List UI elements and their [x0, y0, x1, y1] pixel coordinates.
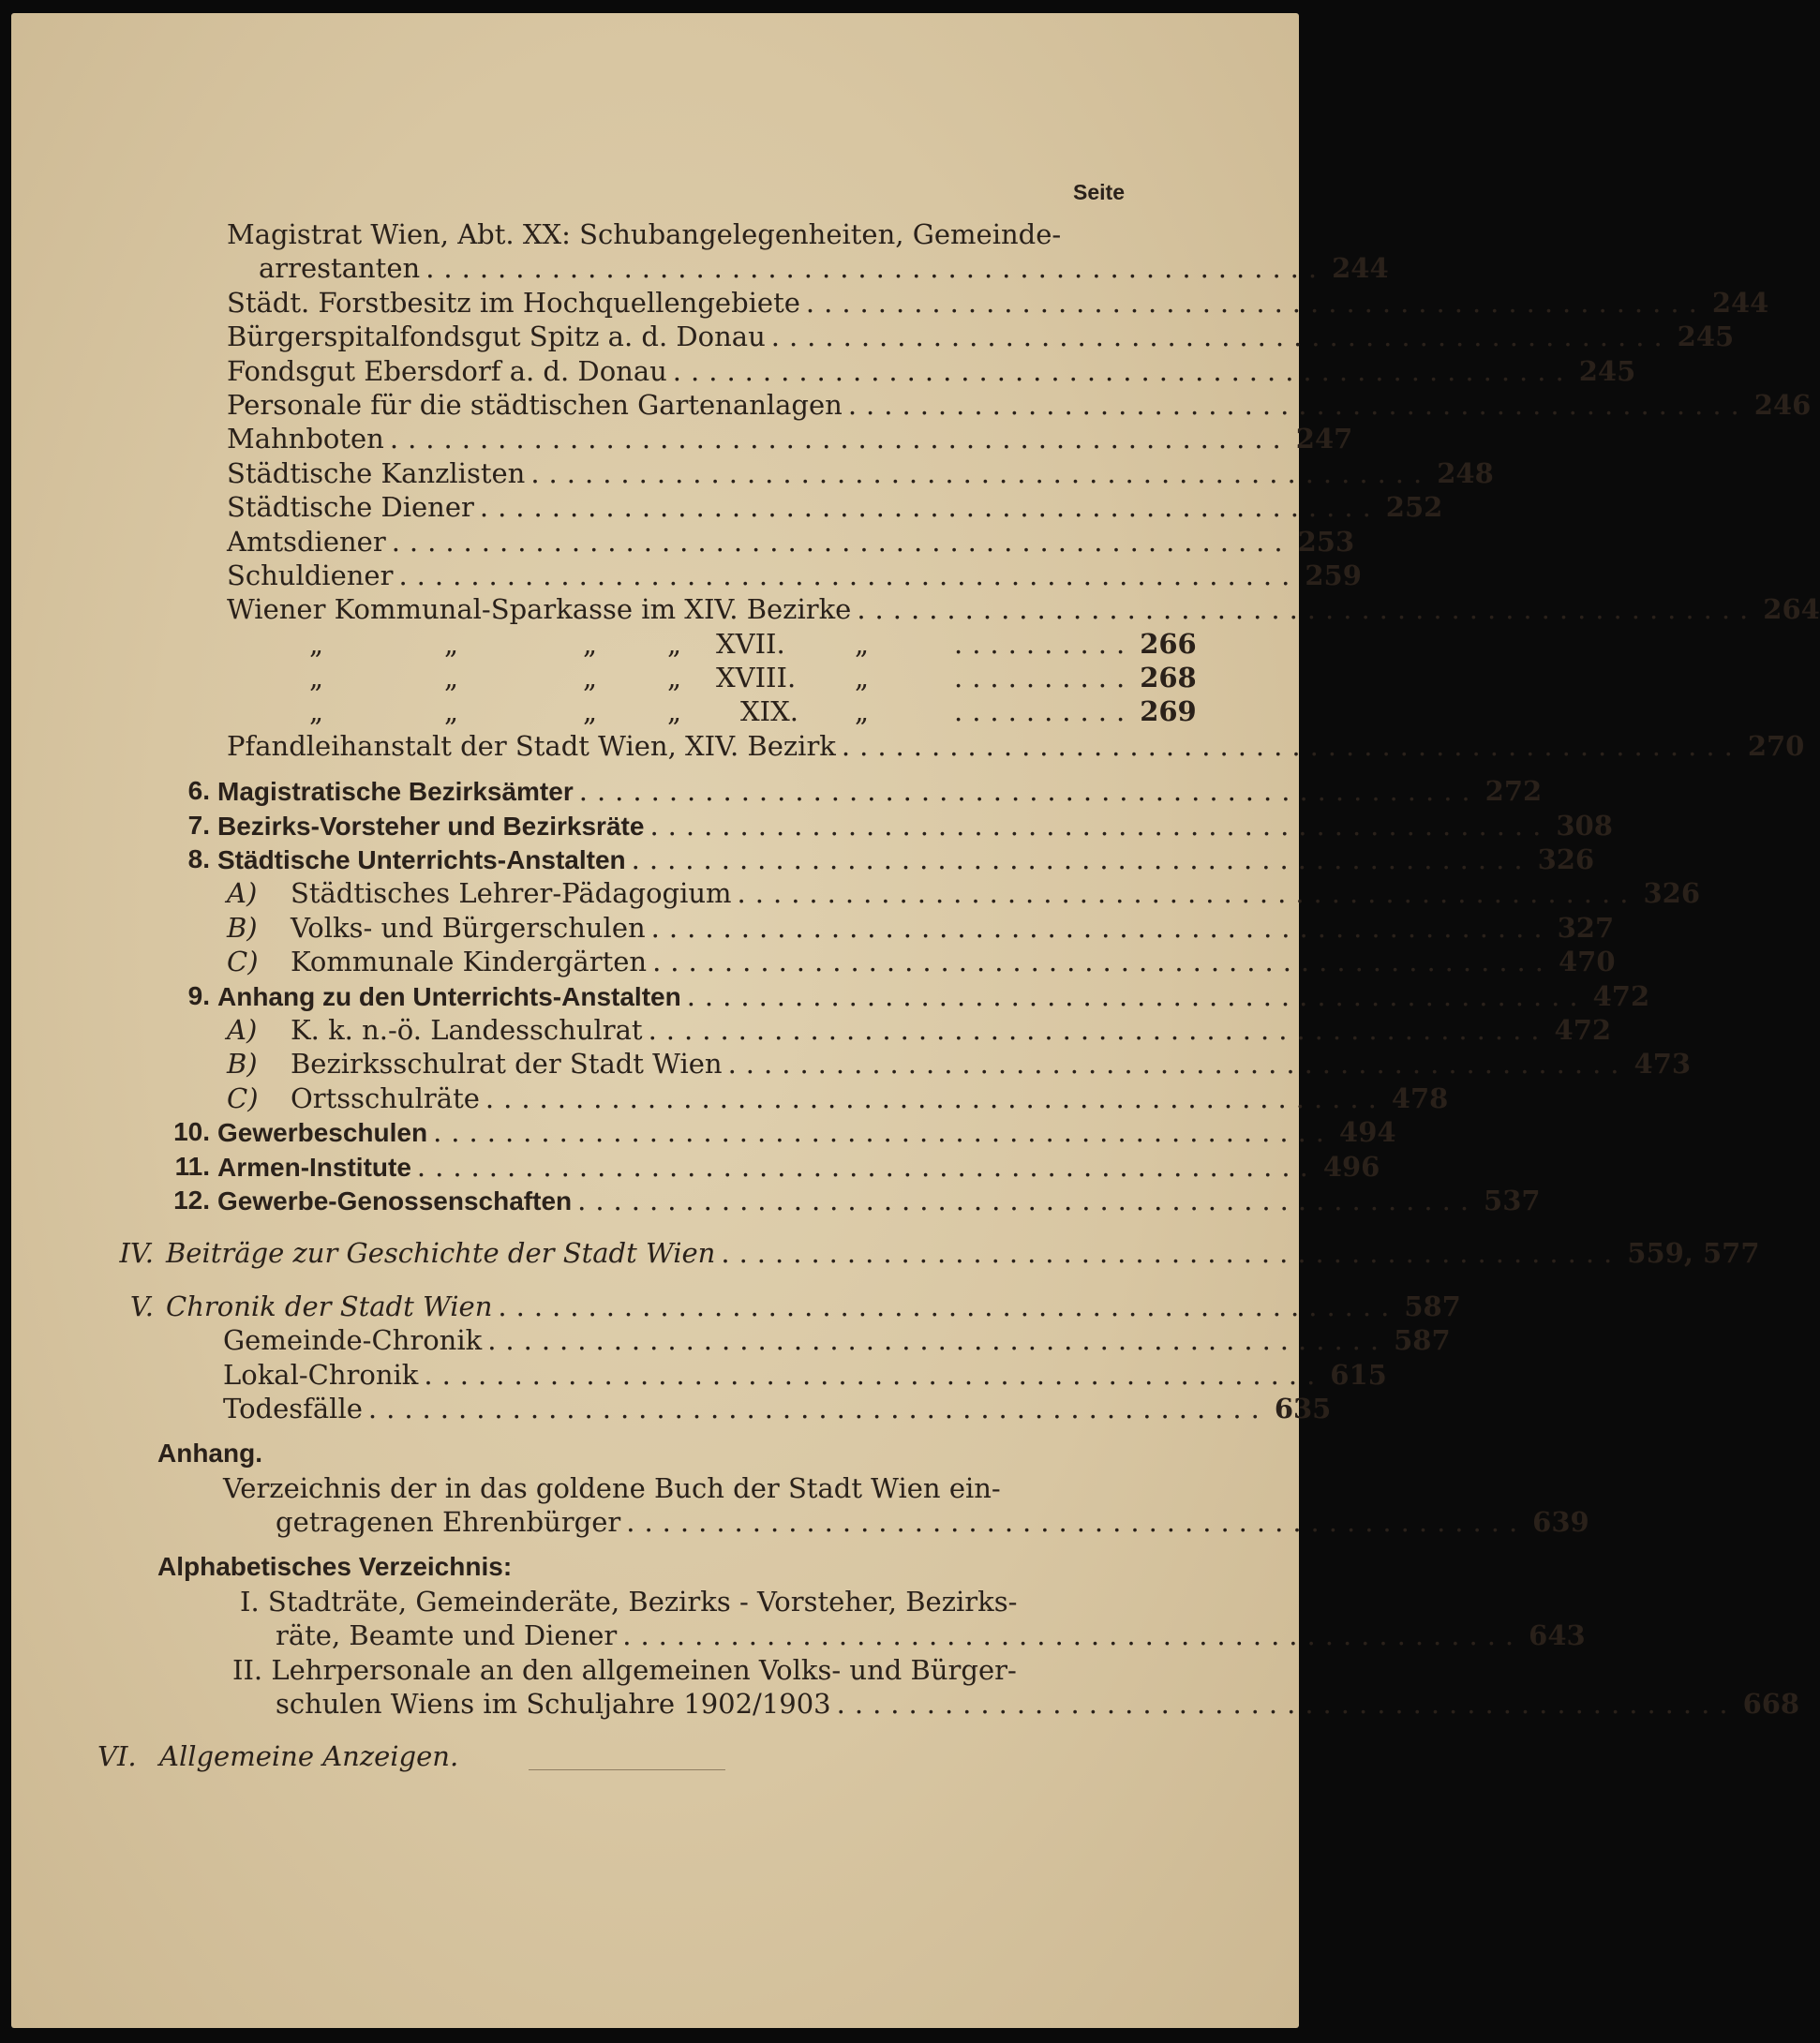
ditto-mark: „ — [444, 695, 459, 728]
toc-entry: Städtische Diener .................................................. 252 — [227, 491, 1443, 524]
subsection-title: Städtisches Lehrer-Pädagogium — [291, 877, 732, 910]
ditto-mark: „ — [855, 627, 870, 660]
toc-page-number: 252 — [1385, 491, 1443, 524]
section-number: 9. — [187, 980, 210, 1010]
part-title: Chronik der Stadt Wien — [166, 1290, 493, 1322]
subsection-title: K. k. n.-ö. Landesschulrat — [291, 1013, 643, 1046]
toc-page-number: 266 — [1140, 627, 1197, 660]
toc-page-number: 268 — [1140, 662, 1197, 694]
toc-entry: Schuldiener .................................................. 259 — [227, 559, 1362, 591]
ditto-mark: „ — [444, 662, 459, 694]
toc-page-number: 327 — [1557, 911, 1615, 944]
toc-page-number: 494 — [1339, 1116, 1396, 1149]
table-of-contents — [11, 217, 1820, 1774]
part-title: Beiträge zur Geschichte der Stadt Wien — [166, 1237, 716, 1270]
section-title: Armen-Institute — [217, 1152, 411, 1182]
ditto-mark: „ — [583, 695, 598, 728]
toc-entry-text: Todesfälle — [223, 1392, 363, 1424]
ditto-mark: „ — [309, 627, 324, 660]
toc-page-number: 247 — [1295, 423, 1353, 455]
toc-entry-text: II. Lehrpersonale an den allgemeinen Volks- und Bürger- — [232, 1653, 1017, 1686]
ditto-mark: „ — [855, 662, 870, 694]
toc-page-number: 244 — [1711, 286, 1769, 319]
toc-subsection: B) Bezirksschulrat der Stadt Wien .................................................. 473 — [227, 1048, 1692, 1081]
toc-entry — [11, 1471, 1299, 1505]
section-number: 8. — [187, 844, 210, 874]
toc-page-number: 473 — [1634, 1048, 1692, 1081]
toc-entry — [11, 1653, 1299, 1687]
toc-entry: Städtische Kanzlisten .................................................. 248 — [227, 456, 1494, 489]
toc-entry: Personale für die städtischen Gartenanlagen .................................................. 246 — [227, 388, 1812, 421]
subsection-title: Ortsschulräte — [291, 1081, 480, 1114]
toc-page-number: 496 — [1322, 1150, 1380, 1183]
subsection-letter: A) — [227, 1013, 258, 1046]
toc-page-number: 537 — [1484, 1184, 1541, 1216]
toc-entry: Lokal-Chronik .................................................. 615 — [223, 1358, 1387, 1391]
toc-part: V. Chronik der Stadt Wien .................................................. 587 — [11, 1290, 1299, 1323]
toc-entry: „ „ „ „ XVIII. „ .......... 268 — [309, 662, 1197, 694]
toc-page-number: 559, 577 — [1627, 1237, 1760, 1270]
toc-page-number: 668 — [1742, 1688, 1800, 1721]
section-number: 10. — [173, 1117, 210, 1147]
toc-entry-text: räte, Beamte und Diener — [276, 1619, 618, 1652]
toc-page-number: 248 — [1437, 456, 1494, 489]
toc-page-number: 587 — [1394, 1324, 1451, 1357]
subsection-letter: A) — [227, 877, 258, 910]
toc-page-number: 246 — [1753, 388, 1812, 421]
toc-entry-text: Wiener Kommunal-Sparkasse im XIV. Bezirke — [227, 593, 852, 626]
toc-entry-text: Pfandleihanstalt der Stadt Wien, XIV. Bezirk — [227, 729, 836, 762]
section-number: 6. — [187, 776, 210, 806]
ditto-mark: „ — [667, 695, 682, 728]
section-title: Magistratische Bezirksämter — [217, 777, 574, 807]
subsection-letter: C) — [227, 946, 259, 978]
toc-entry-text: schulen Wiens im Schuljahre 1902/1903 — [276, 1688, 831, 1721]
toc-subsection: C) Kommunale Kindergärten .................................................. 470 — [227, 946, 1616, 978]
section-title: Gewerbe-Genossenschaften — [217, 1186, 573, 1215]
part-title: Allgemeine Anzeigen. — [159, 1740, 459, 1773]
toc-entry: Todesfälle .................................................. 635 — [223, 1392, 1332, 1424]
toc-page-number: 635 — [1274, 1392, 1332, 1424]
toc-page-number: 587 — [1404, 1290, 1461, 1322]
toc-district-number: XVII. — [716, 627, 785, 660]
ditto-mark: „ — [444, 627, 459, 660]
toc-page-number: 245 — [1677, 321, 1735, 353]
section-title: Städtische Unterrichts-Anstalten — [217, 845, 626, 875]
toc-page-number: 470 — [1558, 946, 1616, 978]
toc-entry: „ „ „ „ XIX. „ .......... 269 — [309, 695, 1197, 728]
toc-page-number: 308 — [1556, 809, 1613, 842]
toc-entry: arrestanten .................................................. 244 — [259, 252, 1389, 285]
toc-entry-text: Städtische Diener — [227, 491, 474, 524]
toc-entry-text: Schuldiener — [227, 559, 394, 591]
toc-page-number: 615 — [1330, 1358, 1387, 1391]
toc-page-number: 272 — [1484, 775, 1543, 808]
ditto-mark: „ — [583, 662, 598, 694]
subsection-title: Bezirksschulrat der Stadt Wien — [291, 1048, 723, 1081]
section-title: Gewerbeschulen — [217, 1118, 428, 1148]
toc-entry-text: Personale für die städtischen Gartenanlagen — [227, 388, 843, 421]
toc-page-number: 270 — [1747, 729, 1805, 762]
toc-page-number: 326 — [1537, 843, 1595, 876]
section-title: Bezirks-Vorsteher und Bezirksräte — [217, 811, 645, 841]
toc-page-number: 472 — [1554, 1013, 1612, 1046]
toc-entry: Wiener Kommunal-Sparkasse im XIV. Bezirke .................................................. 264 — [227, 593, 1820, 626]
toc-entry — [11, 217, 1299, 251]
ditto-mark: „ — [667, 627, 682, 660]
part-number: IV. — [119, 1237, 154, 1270]
toc-section: 12. Gewerbe-Genossenschaften .................................................. 537 — [11, 1184, 1299, 1217]
toc-page-number: 245 — [1578, 354, 1636, 387]
toc-index-heading — [11, 1550, 1299, 1584]
toc-entry-text: Städtische Kanzlisten — [227, 456, 526, 489]
toc-section: 7. Bezirks-Vorsteher und Bezirksräte .................................................. 308 — [11, 809, 1299, 843]
subsection-title: Kommunale Kindergärten — [291, 946, 648, 978]
toc-page-number: 253 — [1297, 525, 1355, 558]
toc-entry-text: Fondsgut Ebersdorf a. d. Donau — [227, 354, 667, 387]
page-column-heading: Seite — [1073, 180, 1125, 204]
subsection-letter: B) — [227, 1048, 258, 1081]
toc-entry-text: Gemeinde-Chronik — [223, 1324, 483, 1357]
toc-entry-text: Lokal-Chronik — [223, 1358, 419, 1391]
toc-page-number: 264 — [1763, 593, 1820, 626]
toc-section: 8. Städtische Unterrichts-Anstalten .................................................. 326 — [11, 843, 1299, 876]
toc-section: 9. Anhang zu den Unterrichts-Anstalten .................................................. 472 — [11, 979, 1299, 1013]
toc-page-number: 472 — [1592, 979, 1650, 1012]
section-number: 11. — [174, 1151, 210, 1181]
toc-subsection: B) Volks- und Bürgerschulen .................................................. 327 — [227, 911, 1615, 944]
part-number: V. — [129, 1290, 154, 1322]
toc-entry-text: arrestanten — [259, 252, 421, 285]
end-rule — [529, 1769, 725, 1770]
ditto-mark: „ — [309, 695, 324, 728]
toc-entry: Mahnboten .................................................. 247 — [227, 423, 1353, 455]
toc-page-number: 643 — [1529, 1619, 1586, 1652]
section-number: 12. — [173, 1185, 210, 1215]
toc-page-number: 326 — [1643, 877, 1701, 910]
toc-entry-text: Verzeichnis der in das goldene Buch der Stadt Wien ein- — [223, 1471, 1001, 1504]
toc-page-number: 244 — [1332, 252, 1389, 285]
section-title: Anhang zu den Unterrichts-Anstalten — [217, 981, 681, 1011]
toc-entry: Bürgerspitalfondsgut Spitz a. d. Donau .................................................. 245 — [227, 321, 1735, 353]
index-title: Alphabetisches Verzeichnis: — [157, 1552, 513, 1582]
toc-appendix-heading — [11, 1437, 1299, 1470]
toc-district-number: XIX. — [740, 695, 798, 728]
toc-section: 10. Gewerbeschulen .................................................. 494 — [11, 1115, 1299, 1149]
toc-district-number: XVIII. — [716, 662, 797, 694]
toc-page-number: 639 — [1532, 1506, 1589, 1539]
toc-subsection: A) Städtisches Lehrer-Pädagogium .................................................. 326 — [227, 877, 1701, 910]
toc-subsection: C) Ortsschulräte .................................................. 478 — [227, 1081, 1449, 1114]
toc-entry: Pfandleihanstalt der Stadt Wien, XIV. Bezirk .................................................. 270 — [227, 729, 1805, 762]
ditto-mark: „ — [667, 662, 682, 694]
toc-entry: Fondsgut Ebersdorf a. d. Donau .................................................. 245 — [227, 354, 1636, 387]
toc-entry: Amtsdiener .................................................. 253 — [227, 525, 1355, 558]
toc-part: IV. Beiträge zur Geschichte der Stadt Wien .................................................. 559, 577 — [11, 1236, 1299, 1270]
toc-entry: schulen Wiens im Schuljahre 1902/1903 .................................................. 668 — [276, 1688, 1800, 1721]
toc-entry-text: Magistrat Wien, Abt. XX: Schubangelegenheiten, Gemeinde- — [227, 218, 1062, 250]
toc-entry — [11, 1585, 1299, 1618]
subsection-letter: B) — [227, 911, 258, 944]
toc-entry: „ „ „ „ XVII. „ .......... 266 — [309, 627, 1197, 660]
toc-entry-text: Amtsdiener — [227, 525, 386, 558]
ditto-mark: „ — [855, 695, 870, 728]
toc-page-number: 259 — [1305, 559, 1362, 591]
toc-subsection: A) K. k. n.-ö. Landesschulrat .................................................. 472 — [227, 1013, 1612, 1046]
ditto-mark: „ — [309, 662, 324, 694]
toc-entry: Städt. Forstbesitz im Hochquellengebiete .................................................. 244 — [227, 286, 1769, 319]
toc-entry-text: Mahnboten — [227, 423, 384, 455]
toc-entry: getragenen Ehrenbürger .................................................. 639 — [276, 1506, 1589, 1539]
toc-page-number: 269 — [1140, 695, 1197, 728]
toc-entry-text: I. Stadträte, Gemeinderäte, Bezirks - Vorsteher, Bezirks- — [240, 1585, 1018, 1618]
part-number: VI. — [97, 1740, 137, 1773]
toc-entry: räte, Beamte und Diener .................................................. 643 — [276, 1619, 1586, 1652]
toc-page-number: 478 — [1391, 1081, 1449, 1114]
toc-entry-text: Städt. Forstbesitz im Hochquellengebiete — [227, 286, 800, 319]
appendix-title: Anhang. — [157, 1439, 262, 1469]
toc-section: 6. Magistratische Bezirksämter .................................................. 272 — [11, 774, 1299, 808]
toc-entry-text: Bürgerspitalfondsgut Spitz a. d. Donau — [227, 321, 766, 353]
subsection-title: Volks- und Bürgerschulen — [291, 911, 646, 944]
toc-entry-text: getragenen Ehrenbürger — [276, 1506, 621, 1539]
subsection-letter: C) — [227, 1081, 259, 1114]
toc-section: 11. Armen-Institute .................................................. 496 — [11, 1150, 1299, 1184]
section-number: 7. — [187, 810, 210, 840]
book-page — [11, 13, 1820, 2028]
toc-entry: Gemeinde-Chronik .................................................. 587 — [223, 1324, 1451, 1357]
ditto-mark: „ — [583, 627, 598, 660]
